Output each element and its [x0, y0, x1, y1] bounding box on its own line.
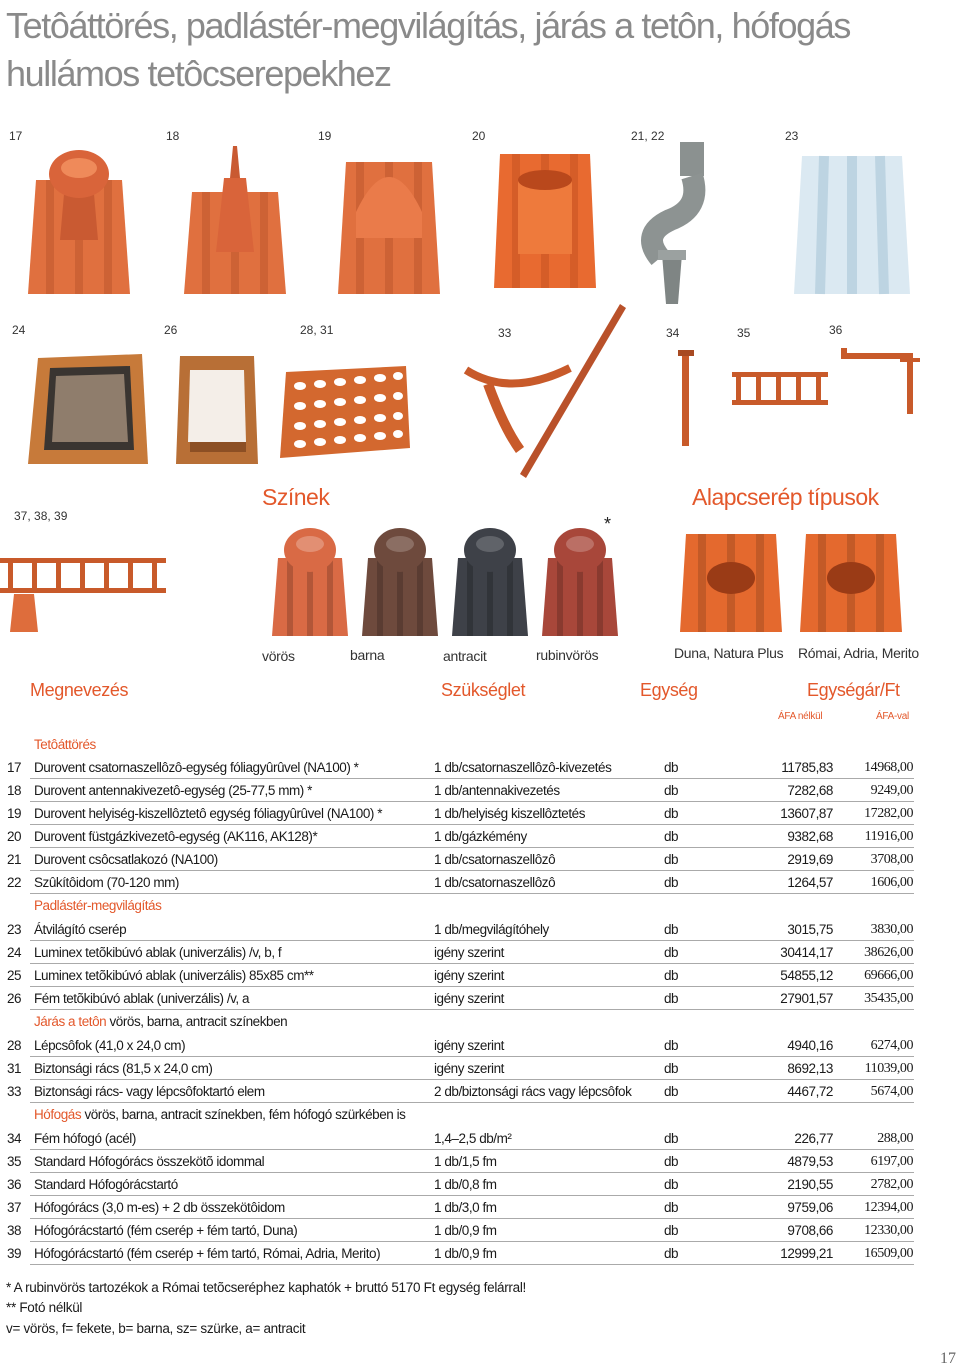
- pipe-connector-image: [622, 138, 722, 308]
- table-row: 22 Szûkítôidom (70-120 mm) 1 db/csatornaszellôzô db 1264,57 1606,00: [0, 871, 914, 894]
- snow-grate-image: [730, 366, 830, 412]
- base-tile-duna: [676, 528, 786, 636]
- color-swatch-ruby: [540, 514, 620, 640]
- grate-holder-image: [430, 298, 660, 488]
- table-row: 39 Hófogórácstartó (fém cserép + fém tartó, Római, Adria, Merito) 1 db/0,9 fm db 12999,21 16509,00: [0, 1242, 914, 1265]
- figure-number: 24: [12, 323, 26, 337]
- footnote-no-photo: ** Fotó nélkül: [6, 1300, 83, 1315]
- page-number: 17: [940, 1350, 956, 1367]
- footnote-color-codes: v= vörös, f= fekete, b= barna, sz= szürke, a= antracit: [6, 1321, 306, 1336]
- table-row: 28 Lépcsôfok (41,0 x 24,0 cm) igény szerint db 4940,16 6274,00: [0, 1034, 914, 1057]
- table-row: 18 Durovent antennakivezetô-egység (25-77,5 mm) * 1 db/antennakivezetés db 7282,68 9249,00: [0, 779, 914, 802]
- figure-number: 17: [9, 129, 23, 143]
- figure-number: 34: [666, 326, 680, 340]
- category-heading: Padlástér-megvilágítás: [34, 898, 162, 913]
- figure-number: 21, 22: [631, 129, 665, 143]
- figure-number: 26: [164, 323, 178, 337]
- snow-grate-holder-image: [840, 340, 930, 420]
- column-header-price: Egységár/Ft: [807, 680, 900, 700]
- asterisk-mark: *: [604, 514, 612, 534]
- table-row: 25 Luminex tetõkibúvó ablak (univerzális) 85x85 cm** igény szerint db 54855,12 69666,00: [0, 964, 914, 987]
- category-heading: Tetôáttörés: [34, 737, 96, 752]
- table-row: 38 Hófogórácstartó (fém cserép + fém tartó, Duna) 1 db/0,9 fm db 9708,66 12330,00: [0, 1219, 914, 1242]
- flue-gas-tile-image: [486, 142, 604, 302]
- table-row: 20 Durovent füstgázkivezetô-egység (AK116, AK128)* 1 db/gázkémény db 9382,68 11916,00: [0, 825, 914, 848]
- figure-number: 35: [737, 326, 751, 340]
- color-label-brown: barna: [350, 647, 385, 663]
- table-row: 34 Fém hófogó (acél) 1,4–2,5 db/m² db 226,77 288,00: [0, 1127, 914, 1150]
- figure-number: 18: [166, 129, 180, 143]
- column-subheader-net: ÁFA nélkül: [778, 711, 823, 722]
- table-row: 24 Luminex tetõkibúvó ablak (univerzális) /v, b, f igény szerint db 30414,17 38626,00: [0, 941, 914, 964]
- column-header-name: Megnevezés: [30, 680, 129, 700]
- base-tile-label-romai: Római, Adria, Merito: [798, 645, 919, 661]
- table-row: 21 Durovent csôcsatlakozó (NA100) 1 db/csatornaszellôzô db 2919,69 3708,00: [0, 848, 914, 871]
- category-heading: Hófogás vörös, barna, antracit színekben, fém hófogó szürkében is: [34, 1107, 406, 1122]
- figure-number: 28, 31: [300, 323, 334, 337]
- figure-number: 33: [498, 326, 512, 340]
- ventilation-tile-image: [20, 142, 138, 302]
- table-row: 19 Durovent helyiség-kiszellôztetô egység fóliagyûrûvel (NA100) * 1 db/helyiség kiszellôztetés db 13607,87 17282,00: [0, 802, 914, 825]
- figure-number: 37, 38, 39: [14, 509, 68, 523]
- colors-section-title: Színek: [262, 484, 330, 510]
- metal-snow-guard-image: [676, 346, 696, 450]
- table-row: 26 Fém tetõkibúvó ablak (univerzális) /v, a igény szerint db 27901,57 35435,00: [0, 987, 914, 1010]
- color-swatch-anthracite: [450, 514, 530, 640]
- base-tiles-section-title: Alapcserép típusok: [692, 484, 879, 510]
- table-row: 35 Standard Hófogórács összekötõ idommal 1 db/1,5 fm db 4879,53 6197,00: [0, 1150, 914, 1173]
- step-grate-image: [276, 362, 416, 462]
- column-header-unit: Egység: [640, 680, 698, 700]
- column-subheader-gross: ÁFA-val: [876, 711, 909, 722]
- table-row: 31 Biztonsági rács (81,5 x 24,0 cm) igény szerint db 8692,13 11039,00: [0, 1057, 914, 1080]
- light-tile-image: [784, 142, 914, 302]
- color-swatch-red: [270, 514, 350, 640]
- figure-number: 19: [318, 129, 332, 143]
- antenna-tile-image: [176, 142, 294, 302]
- room-vent-tile-image: [330, 142, 448, 302]
- color-swatch-brown: [360, 514, 440, 640]
- table-row: 36 Standard Hófogórácstartó 1 db/0,8 fm db 2190,55 2782,00: [0, 1173, 914, 1196]
- table-row: 33 Biztonsági rács- vagy lépcsôfoktartó elem 2 db/biztonsági rács vagy lépcsôfok db 4467,72 5674,00: [0, 1080, 914, 1103]
- luminex-window-image: [24, 350, 154, 470]
- table-row: 17 Durovent csatornaszellôzô-egység fóliagyûrûvel (NA100) * 1 db/csatornaszellôzô-kivezetés db 11785,83 14968,00: [0, 756, 914, 779]
- figure-number: 36: [829, 323, 843, 337]
- figure-number: 23: [785, 129, 799, 143]
- color-label-anthracite: antracit: [443, 648, 487, 664]
- color-label-red: vörös: [262, 648, 295, 664]
- page-title: Tetôáttörés, padlástér-megvilágítás, járás a tetôn, hófogás hullámos tetôcserepekhez: [6, 5, 850, 94]
- column-header-requirement: Szükséglet: [441, 680, 526, 700]
- metal-window-image: [172, 350, 262, 470]
- base-tile-label-duna: Duna, Natura Plus: [674, 645, 784, 661]
- footnote-ruby: * A rubinvörös tartozékok a Római tetõcserépհez kaphatók + bruttó 5170 Ft egység felárral!: [6, 1280, 526, 1295]
- base-tile-romai: [796, 528, 906, 636]
- snow-grate-assembly-image: [0, 534, 170, 634]
- color-label-ruby: rubinvörös: [536, 647, 599, 663]
- table-row: 37 Hófogórács (3,0 m-es) + 2 db összekötôidom 1 db/3,0 fm db 9759,06 12394,00: [0, 1196, 914, 1219]
- figure-number: 20: [472, 129, 486, 143]
- table-row: 23 Átvilágító cserép 1 db/megvilágítóhely db 3015,75 3830,00: [0, 918, 914, 941]
- category-heading: Járás a tetôn vörös, barna, antracit színekben: [34, 1014, 288, 1029]
